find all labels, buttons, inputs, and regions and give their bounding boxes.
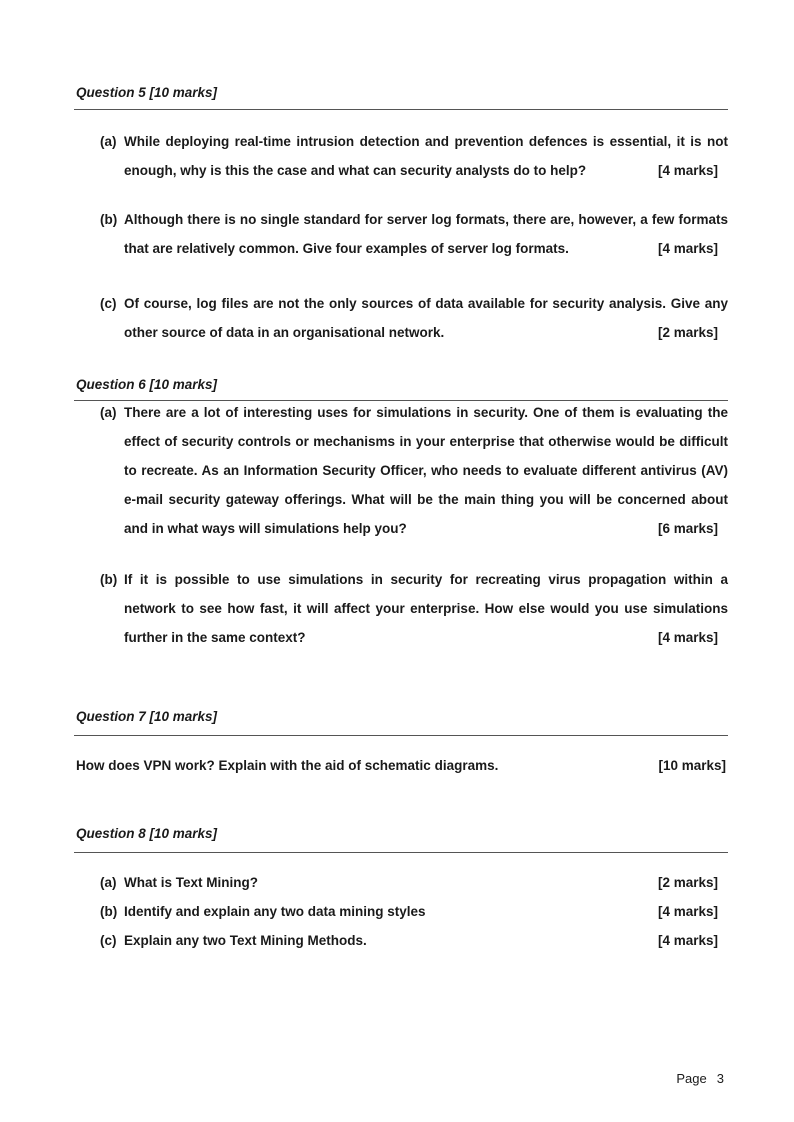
question-7-rule (74, 735, 728, 736)
item-text: How does VPN work? Explain with the aid of schematic diagrams. (76, 758, 499, 773)
question-5-rule (74, 109, 728, 110)
item-text: Of course, log files are not the only sources of data available for security analysis. Give any other source of data in an organisational network. (124, 296, 728, 340)
page-number: 3 (716, 1071, 724, 1086)
marks-label: [6 marks] (657, 521, 718, 536)
item-label: (a) (100, 405, 117, 420)
question-8a (100, 868, 728, 897)
question-5c (100, 289, 728, 347)
page-footer (676, 1071, 724, 1086)
marks-label: [4 marks] (657, 630, 718, 645)
marks-label: [10 marks] (658, 758, 726, 773)
item-label: (b) (100, 212, 118, 227)
item-label: (c) (100, 933, 117, 948)
item-text: If it is possible to use simulations in security for recreating virus propagation within a network to see how fast, it will affect your enterprise. How else would you use simulations further in the same context? (124, 572, 728, 645)
item-text: Explain any two Text Mining Methods. (124, 933, 367, 948)
question-6-heading: Question 6 [10 marks] (76, 377, 218, 392)
question-8-heading: Question 8 [10 marks] (76, 826, 218, 841)
item-text: Identify and explain any two data mining styles (124, 904, 426, 919)
question-8b (100, 897, 728, 926)
question-5b (100, 205, 728, 263)
item-label: (a) (100, 875, 117, 890)
item-label: (a) (100, 134, 117, 149)
marks-label: [2 marks] (657, 325, 718, 340)
question-5-heading: Question 5 [10 marks] (76, 85, 218, 100)
item-label: (c) (100, 296, 117, 311)
question-5a (100, 127, 728, 185)
item-text: While deploying real-time intrusion detection and prevention defences is essential, it is not enough, why is this the case and what can security analysts do to help? (124, 134, 728, 178)
question-6b (100, 565, 728, 652)
question-7-body (76, 758, 728, 773)
page-label: Page (676, 1071, 707, 1086)
marks-label: [2 marks] (657, 875, 718, 890)
item-label: (b) (100, 904, 118, 919)
marks-label: [4 marks] (657, 163, 718, 178)
marks-label: [4 marks] (657, 933, 718, 948)
item-text: Although there is no single standard for server log formats, there are, however, a few formats that are relatively common. Give four examples of server log formats. (124, 212, 728, 256)
question-6a (100, 398, 728, 543)
marks-label: [4 marks] (657, 904, 718, 919)
question-8-rule (74, 852, 728, 853)
marks-label: [4 marks] (657, 241, 718, 256)
question-7-heading: Question 7 [10 marks] (76, 709, 218, 724)
item-text: What is Text Mining? (124, 875, 258, 890)
question-8c (100, 926, 728, 955)
item-text: There are a lot of interesting uses for simulations in security. One of them is evaluating the effect of security controls or mechanisms in your enterprise that otherwise would be difficult to recreate. As an Information Security Officer, who needs to evaluate different antivirus (AV) e-mail security gateway offerings. What will be the main thing you will be concerned about and in what ways will simulations help you? (124, 405, 728, 536)
item-label: (b) (100, 572, 118, 587)
